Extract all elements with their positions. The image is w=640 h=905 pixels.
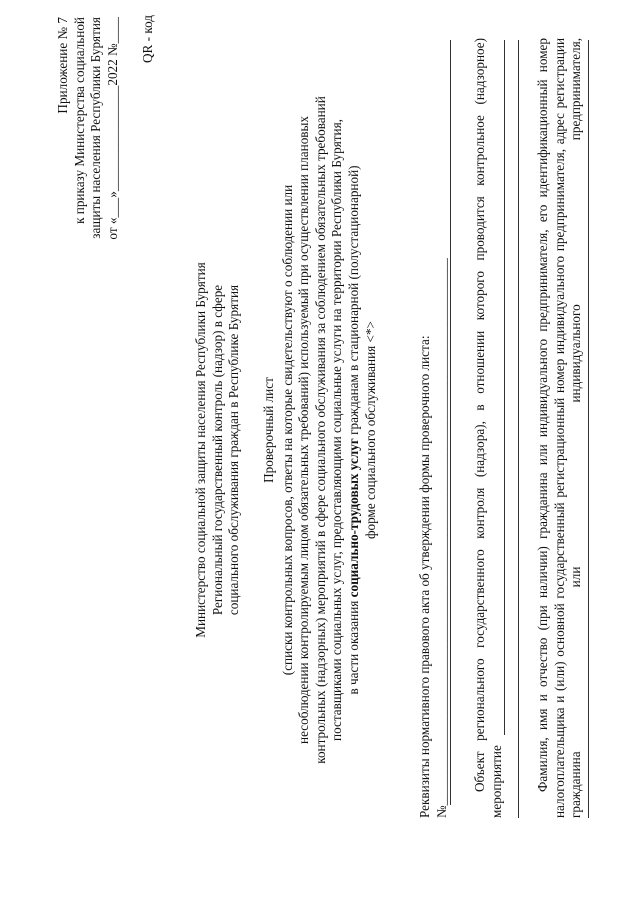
appendix-order-ref: к приказу Министерства социальной [71, 17, 87, 224]
person-underline [588, 40, 589, 818]
header-sphere: социального обслуживания граждан в Республике Бурятия [226, 284, 242, 616]
checklist-desc-line6: форме социального обслуживания <*> [362, 321, 378, 539]
requisites-number-line: №___________________________________________________________________________________ [433, 258, 449, 818]
object-underline-2 [518, 40, 519, 818]
header-control-name: Региональный государственный контроль (надзор) в сфере [209, 284, 225, 616]
checklist-desc-line1: (списки контрольных вопросов, ответы на которые свидетельствуют о соблюдении или [279, 184, 295, 676]
requisites-block [417, 38, 450, 818]
appendix-ministry: защиты населения Республики Бурятия [88, 17, 104, 239]
checklist-desc-line4: поставщиками социальных услуг, предоставляющими социальные услуги на территории Республики Бурятия, [329, 119, 345, 741]
checklist-desc-line2: несоблюдении контролируемым лицом обязательных требований) используемый при осуществлении плановых [296, 116, 312, 744]
checklist-desc-line5-pre: в части оказания [345, 597, 361, 695]
checklist-desc-line5-post: гражданам в стационарной (полустационарной) [345, 165, 361, 439]
appendix-block [55, 17, 121, 317]
appendix-number: Приложение № 7 [55, 17, 70, 114]
appendix-date-line: от «___»________________2022 №____ [104, 17, 120, 240]
checklist-title: Проверочный лист [261, 377, 276, 483]
checklist-block [261, 55, 379, 805]
object-underline [504, 40, 505, 735]
service-type-bold: социально-трудовых услуг [345, 438, 361, 598]
header-ministry-name: Министерство социальной защиты населения Республики Бурятия [193, 262, 208, 638]
requisites-underline [450, 40, 451, 805]
checklist-desc-line3: контрольных (надзорных) мероприятий в сфере социального обслуживания за соблюдением обязательных требований [312, 96, 328, 764]
object-paragraph: Объект регионального государственного контроля (надзора), в отношении которого проводится контрольное (надзорное) мероприятие [472, 38, 504, 818]
qr-code-label: QR - код [140, 15, 155, 63]
requisites-label: Реквизиты нормативного правового акта об утверждении формы проверочного листа: [417, 335, 432, 818]
person-paragraph: Фамилия, имя и отчество (при наличии) гражданина или индивидуального предпринимателя, его идентификационный номер налогоплательщика и (или) основной государственный регистрационный номер индивидуального предпринимателя, адрес регистрации гражданина или индивидуального предпринимателя, [535, 38, 584, 818]
ministry-header [193, 195, 243, 705]
checklist-desc-line5 [346, 55, 363, 805]
